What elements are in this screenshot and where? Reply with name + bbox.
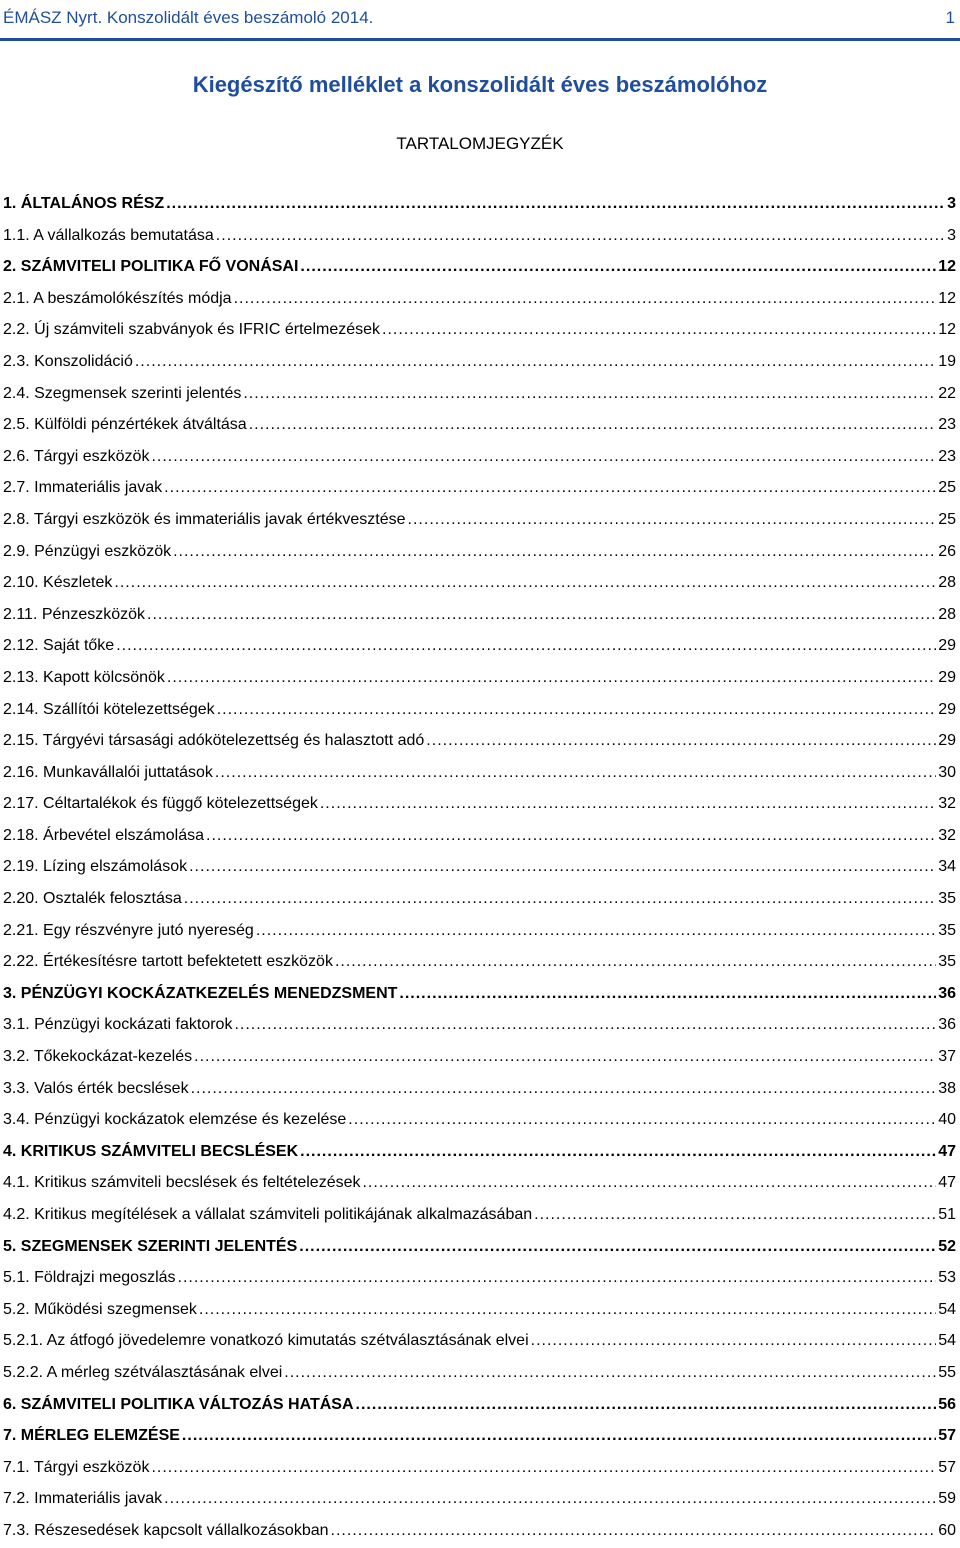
toc-entry[interactable]	[3, 694, 956, 726]
toc-dot-leader	[164, 1483, 936, 1515]
toc-entry[interactable]	[3, 472, 956, 504]
toc-dot-leader	[217, 694, 937, 726]
toc-entry-title: 2.12. Saját tőke	[3, 637, 115, 655]
toc-entry-title: 2.13. Kapott kölcsönök	[3, 668, 165, 686]
toc-dot-leader	[320, 788, 936, 820]
toc-entry[interactable]	[3, 1357, 956, 1389]
toc-entry-title: 2.21. Egy részvényre jutó nyereség	[3, 921, 254, 939]
toc-dot-leader	[151, 1452, 936, 1484]
toc-dot-leader	[300, 251, 936, 283]
toc-entry[interactable]	[3, 788, 956, 820]
toc-dot-leader	[135, 346, 936, 378]
toc-entry[interactable]	[3, 1262, 956, 1294]
toc-entry-title: 2.8. Tárgyi eszközök és immateriális javak értékvesztése	[3, 510, 406, 528]
toc-entry-title: 2.15. Tárgyévi társasági adókötelezettség és halasztott adó	[3, 732, 425, 750]
toc-entry-page: 55	[938, 1363, 956, 1381]
toc-entry[interactable]	[3, 1073, 956, 1105]
toc-entry-page: 59	[938, 1490, 956, 1508]
toc-entry[interactable]	[3, 662, 956, 694]
toc-entry-page: 32	[938, 795, 956, 813]
toc-entry-title: 4. KRITIKUS SZÁMVITELI BECSLÉSEK	[3, 1142, 299, 1160]
toc-dot-leader	[243, 378, 936, 410]
toc-entry-page: 37	[938, 1048, 956, 1066]
toc-entry-title: 3.3. Valós érték becslések	[3, 1079, 189, 1097]
header-document-title: ÉMÁSZ Nyrt. Konszolidált éves beszámoló 2014.	[3, 8, 374, 27]
toc-entry-page: 28	[938, 574, 956, 592]
toc-entry-title: 2.3. Konszolidáció	[3, 352, 133, 370]
toc-entry[interactable]	[3, 536, 956, 568]
toc-entry-page: 12	[938, 289, 956, 307]
toc-entry-page: 60	[938, 1521, 956, 1539]
toc-entry-page: 29	[938, 700, 956, 718]
toc-entry-title: 2.11. Pénzeszközök	[3, 605, 146, 623]
toc-entry-page: 51	[938, 1206, 956, 1223]
toc-entry[interactable]	[3, 1325, 956, 1357]
toc-dot-leader	[382, 314, 936, 346]
toc-entry[interactable]	[3, 978, 956, 1010]
toc-dot-leader	[178, 1262, 937, 1294]
toc-dot-leader	[331, 1515, 937, 1547]
toc-entry-title: 2.17. Céltartalékok és függő kötelezettségek	[3, 795, 318, 813]
toc-entry-page: 52	[938, 1237, 956, 1255]
toc-entry-title: 6. SZÁMVITELI POLITIKA VÁLTOZÁS HATÁSA	[3, 1395, 354, 1413]
toc-entry[interactable]	[3, 188, 956, 220]
toc-entry-title: 2.18. Árbevétel elszámolása	[3, 826, 204, 844]
toc-dot-leader	[166, 188, 945, 220]
toc-dot-leader	[215, 757, 936, 789]
toc-entry-page: 54	[938, 1332, 956, 1350]
toc-entry[interactable]	[3, 757, 956, 789]
toc-entry-page: 29	[938, 668, 956, 686]
toc-entry-page: 30	[938, 763, 956, 781]
toc-dot-leader	[408, 504, 937, 536]
toc-entry[interactable]	[3, 441, 956, 473]
toc-entry-page: 26	[938, 542, 956, 560]
toc-entry-page: 35	[938, 921, 956, 939]
toc-entry[interactable]	[3, 1167, 956, 1199]
toc-dot-leader	[173, 536, 936, 568]
toc-entry[interactable]	[3, 599, 956, 631]
toc-entry-title: 2.14. Szállítói kötelezettségek	[3, 700, 215, 718]
toc-dot-leader	[151, 441, 936, 473]
toc-entry-title: 5.2.1. Az átfogó jövedelemre vonatkozó kimutatás szétválasztásának elvei	[3, 1332, 529, 1350]
toc-dot-leader	[164, 472, 936, 504]
toc-entry-title: 1.1. A vállalkozás bemutatása	[3, 226, 214, 244]
toc-entry[interactable]	[3, 283, 956, 315]
toc-entry[interactable]	[3, 1041, 956, 1073]
toc-dot-leader	[191, 1073, 937, 1105]
toc-dot-leader	[299, 1231, 936, 1263]
toc-dot-leader	[234, 1009, 936, 1041]
document-title: Kiegészítő melléklet a konszolidált éves beszámolóhoz	[192, 72, 768, 97]
toc-dot-leader	[399, 978, 936, 1010]
toc-dot-leader	[234, 283, 937, 315]
toc-entry-title: 2.7. Immateriális javak	[3, 479, 163, 497]
toc-entry-page: 56	[938, 1395, 956, 1413]
toc-entry-title: 4.2. Kritikus megítélések a vállalat számviteli politikájának alkalmazásában	[3, 1206, 533, 1223]
toc-entry[interactable]	[3, 251, 956, 283]
toc-entry-title: 5. SZEGMENSEK SZERINTI JELENTÉS	[3, 1237, 298, 1255]
header-page-number: 1	[945, 8, 955, 27]
toc-entry[interactable]	[3, 1231, 956, 1263]
toc-entry-title: 2.4. Szegmensek szerinti jelentés	[3, 384, 242, 402]
toc-dot-leader	[348, 1104, 936, 1136]
toc-entry[interactable]	[3, 915, 956, 947]
toc-entry-page: 36	[938, 984, 956, 1002]
toc-dot-leader	[147, 599, 936, 631]
toc-entry-title: 2. SZÁMVITELI POLITIKA FŐ VONÁSAI	[3, 258, 299, 276]
toc-entry[interactable]	[3, 946, 956, 978]
toc-entry-page: 12	[938, 258, 956, 276]
toc-entry[interactable]	[3, 883, 956, 915]
toc-heading	[0, 134, 960, 154]
toc-heading-text: TARTALOMJEGYZÉK	[396, 134, 564, 153]
toc-entry[interactable]	[3, 1009, 956, 1041]
toc-entry[interactable]	[3, 567, 956, 599]
toc-entry-title: 7.1. Tárgyi eszközök	[3, 1458, 150, 1476]
toc-dot-leader	[335, 946, 936, 978]
toc-entry-page: 57	[938, 1427, 956, 1445]
toc-entry-page: 3	[947, 226, 956, 244]
toc-entry-title: 2.10. Készletek	[3, 574, 113, 592]
toc-entry[interactable]	[3, 1452, 956, 1484]
toc-entry-page: 23	[938, 447, 956, 465]
toc-entry-title: 3.4. Pénzügyi kockázatok elemzése és kezelése	[3, 1111, 347, 1129]
toc-entry-title: 3.1. Pénzügyi kockázati faktorok	[3, 1016, 233, 1034]
toc-entry-page: 28	[938, 605, 956, 623]
toc-dot-leader	[167, 662, 936, 694]
toc-entry-page: 36	[938, 1016, 956, 1034]
toc-entry[interactable]	[3, 725, 956, 757]
toc-entry-title: 2.6. Tárgyi eszközök	[3, 447, 150, 465]
toc-entry[interactable]	[3, 1483, 956, 1515]
toc-entry-page: 25	[938, 479, 956, 497]
toc-entry[interactable]	[3, 378, 956, 410]
table-of-contents	[3, 188, 956, 1547]
toc-entry-title: 2.9. Pénzügyi eszközök	[3, 542, 172, 560]
toc-dot-leader	[206, 820, 936, 852]
toc-dot-leader	[114, 567, 936, 599]
toc-entry-title: 4.1. Kritikus számviteli becslések és feltételezések	[3, 1174, 361, 1192]
toc-entry[interactable]	[3, 346, 956, 378]
toc-entry-page: 53	[938, 1269, 956, 1287]
toc-entry-title: 2.22. Értékesítésre tartott befektetett eszközök	[3, 953, 333, 971]
toc-dot-leader	[182, 1420, 936, 1452]
toc-entry[interactable]	[3, 220, 956, 252]
toc-entry-title: 3. PÉNZÜGYI KOCKÁZATKEZELÉS MENEDZSMENT	[3, 984, 398, 1002]
toc-entry[interactable]	[3, 820, 956, 852]
toc-entry-title: 7.3. Részesedések kapcsolt vállalkozásokban	[3, 1521, 329, 1539]
toc-entry[interactable]	[3, 504, 956, 536]
toc-entry-page: 32	[938, 826, 956, 844]
toc-dot-leader	[284, 1357, 936, 1389]
header-divider	[0, 38, 960, 41]
toc-dot-leader	[534, 1199, 936, 1231]
toc-entry-page: 3	[947, 195, 956, 212]
toc-entry-page: 38	[938, 1079, 956, 1097]
toc-dot-leader	[184, 883, 936, 915]
toc-entry-title: 3.2. Tőkekockázat-kezelés	[3, 1048, 193, 1066]
toc-entry-page: 12	[938, 321, 956, 339]
toc-dot-leader	[256, 915, 936, 947]
toc-entry-page: 19	[938, 352, 956, 370]
toc-dot-leader	[116, 630, 936, 662]
toc-entry-page: 34	[938, 858, 956, 876]
toc-entry-title: 5.2. Működési szegmensek	[3, 1300, 197, 1318]
toc-entry-title: 7.2. Immateriális javak	[3, 1490, 163, 1508]
toc-entry-title: 2.5. Külföldi pénzértékek átváltása	[3, 416, 247, 434]
toc-entry-title: 2.16. Munkavállalói juttatások	[3, 763, 213, 781]
page-header	[3, 3, 955, 33]
toc-dot-leader	[194, 1041, 936, 1073]
toc-entry[interactable]	[3, 1136, 956, 1168]
toc-entry-title: 1. ÁLTALÁNOS RÉSZ	[3, 195, 165, 212]
toc-entry-page: 35	[938, 953, 956, 971]
toc-entry[interactable]	[3, 1420, 956, 1452]
toc-entry[interactable]	[3, 851, 956, 883]
toc-dot-leader	[199, 1294, 936, 1326]
toc-entry-page: 40	[938, 1111, 956, 1129]
toc-entry-page: 29	[938, 637, 956, 655]
toc-entry-page: 47	[938, 1174, 956, 1192]
toc-entry-title: 2.20. Osztalék felosztása	[3, 890, 182, 908]
toc-entry[interactable]	[3, 630, 956, 662]
toc-dot-leader	[249, 409, 937, 441]
toc-entry-page: 25	[938, 510, 956, 528]
toc-entry-page: 47	[938, 1142, 956, 1160]
toc-entry-title: 5.2.2. A mérleg szétválasztásának elvei	[3, 1363, 283, 1381]
toc-entry-title: 5.1. Földrajzi megoszlás	[3, 1269, 176, 1287]
toc-entry-title: 2.19. Lízing elszámolások	[3, 858, 188, 876]
toc-entry-page: 57	[938, 1458, 956, 1476]
toc-entry-title: 2.1. A beszámolókészítés módja	[3, 289, 232, 307]
toc-entry[interactable]	[3, 314, 956, 346]
toc-entry[interactable]	[3, 1389, 956, 1421]
toc-dot-leader	[216, 220, 945, 252]
toc-dot-leader	[531, 1325, 937, 1357]
toc-entry-page: 23	[938, 416, 956, 434]
toc-entry-title: 7. MÉRLEG ELEMZÉSE	[3, 1427, 180, 1445]
toc-entry-page: 54	[938, 1300, 956, 1318]
toc-dot-leader	[300, 1136, 936, 1168]
toc-entry[interactable]	[3, 409, 956, 441]
toc-entry[interactable]	[3, 1294, 956, 1326]
toc-dot-leader	[426, 725, 936, 757]
toc-entry-page: 35	[938, 890, 956, 908]
toc-entry-title: 2.2. Új számviteli szabványok és IFRIC értelmezések	[3, 321, 381, 339]
toc-dot-leader	[356, 1389, 937, 1421]
toc-entry[interactable]	[3, 1104, 956, 1136]
toc-entry[interactable]	[3, 1199, 956, 1231]
toc-entry-page: 29	[938, 732, 956, 750]
toc-entry-page: 22	[938, 384, 956, 402]
toc-dot-leader	[189, 851, 936, 883]
toc-dot-leader	[362, 1167, 936, 1199]
toc-entry[interactable]	[3, 1515, 956, 1547]
